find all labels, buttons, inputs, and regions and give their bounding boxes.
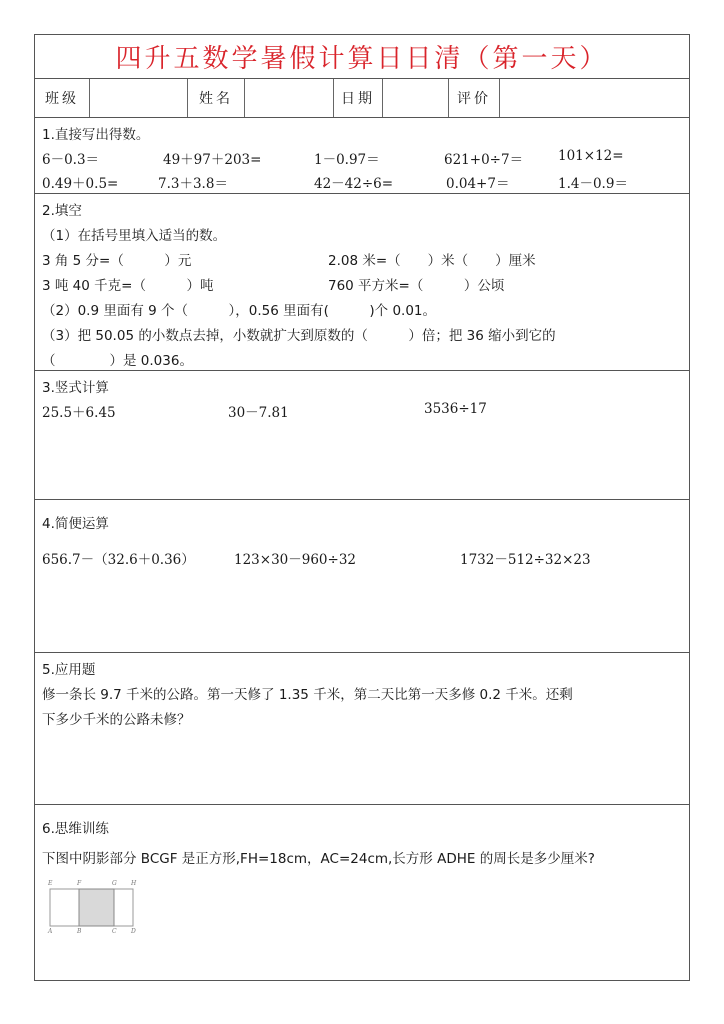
section-fill-blank: [35, 194, 689, 371]
section-mental-math: [35, 118, 689, 194]
grade-label: 评价: [449, 79, 500, 117]
problem: 7.3＋3.8＝: [158, 176, 228, 192]
problem: 656.7－（32.6＋0.36）: [42, 552, 195, 568]
date-label: 日期: [334, 79, 383, 117]
section-thinking: [35, 805, 689, 982]
class-field[interactable]: [90, 79, 188, 117]
problem: 1732－512÷32×23: [460, 552, 591, 568]
section-heading: 5.应用题: [42, 662, 96, 678]
section-heading: 4.简便运算: [42, 516, 109, 532]
section-heading: 2.填空: [42, 203, 82, 219]
problem: 101×12=: [558, 148, 624, 164]
label-g: G: [112, 880, 117, 887]
name-field[interactable]: [245, 79, 334, 117]
problem-text: 修一条长 9.7 千米的公路。第一天修了 1.35 千米，第二天比第一天多修 0.2 千米。还剩: [42, 687, 573, 703]
info-row: [35, 79, 689, 118]
worksheet: [34, 34, 690, 981]
section-simplify: [35, 500, 689, 653]
blank-question: 3 角 5 分=（ ）元: [42, 253, 192, 269]
blank-question: 2.08 米=（ ）米（ ）厘米: [328, 253, 536, 269]
problem: 0.04+7＝: [446, 176, 510, 192]
problem: 1.4－0.9＝: [558, 176, 628, 192]
problem: 3536÷17: [424, 401, 487, 417]
label-f: F: [77, 880, 82, 887]
sub-question: （2）0.9 里面有 9 个（ ），0.56 里面有( )个 0.01。: [42, 303, 437, 319]
blank-question: 760 平方米=（ ）公顷: [328, 278, 505, 294]
label-d: D: [131, 928, 136, 935]
problem-text: 下多少千米的公路未修？: [42, 712, 191, 728]
problem: 0.49＋0.5=: [42, 176, 119, 192]
label-e: E: [48, 880, 53, 887]
label-a: A: [48, 928, 53, 935]
problem: 6－0.3＝: [42, 152, 100, 168]
problem-text: 下图中阴影部分 BCGF 是正方形,FH=18cm，AC=24cm,长方形 ADHE 的周长是多少厘米?: [42, 851, 595, 867]
problem: 123×30－960÷32: [234, 552, 357, 568]
date-field[interactable]: [383, 79, 449, 117]
section-word-problem: [35, 653, 689, 805]
blank-question: 3 吨 40 千克=（ ）吨: [42, 278, 214, 294]
rectangle-figure: [43, 879, 143, 939]
title-row: [35, 35, 689, 79]
grade-field[interactable]: [500, 79, 691, 117]
sub-question: （1）在括号里填入适当的数。: [42, 228, 227, 244]
class-label: 班级: [35, 79, 90, 117]
problem: 621+0÷7＝: [444, 152, 524, 168]
label-b: B: [77, 928, 82, 935]
problem: 30－7.81: [228, 405, 289, 421]
problem: 1－0.97＝: [314, 152, 380, 168]
page-title: 四升五数学暑假计算日日清（第一天）: [115, 44, 609, 74]
section-heading: 1.直接写出得数。: [42, 127, 150, 143]
section-heading: 6.思维训练: [42, 821, 109, 837]
sub-question: （3）把 50.05 的小数点去掉，小数就扩大到原数的（ ）倍；把 36 缩小到它的: [42, 328, 556, 344]
sub-question: （ ）是 0.036。: [42, 353, 193, 369]
name-label: 姓名: [188, 79, 245, 117]
section-vertical-calc: [35, 371, 689, 500]
label-c: C: [112, 928, 117, 935]
problem: 25.5＋6.45: [42, 405, 116, 421]
problem: 49＋97＋203=: [163, 152, 262, 168]
problem: 42－42÷6=: [314, 176, 394, 192]
section-heading: 3.竖式计算: [42, 380, 109, 396]
geometry-diagram-icon: [43, 879, 143, 939]
label-h: H: [131, 880, 137, 887]
